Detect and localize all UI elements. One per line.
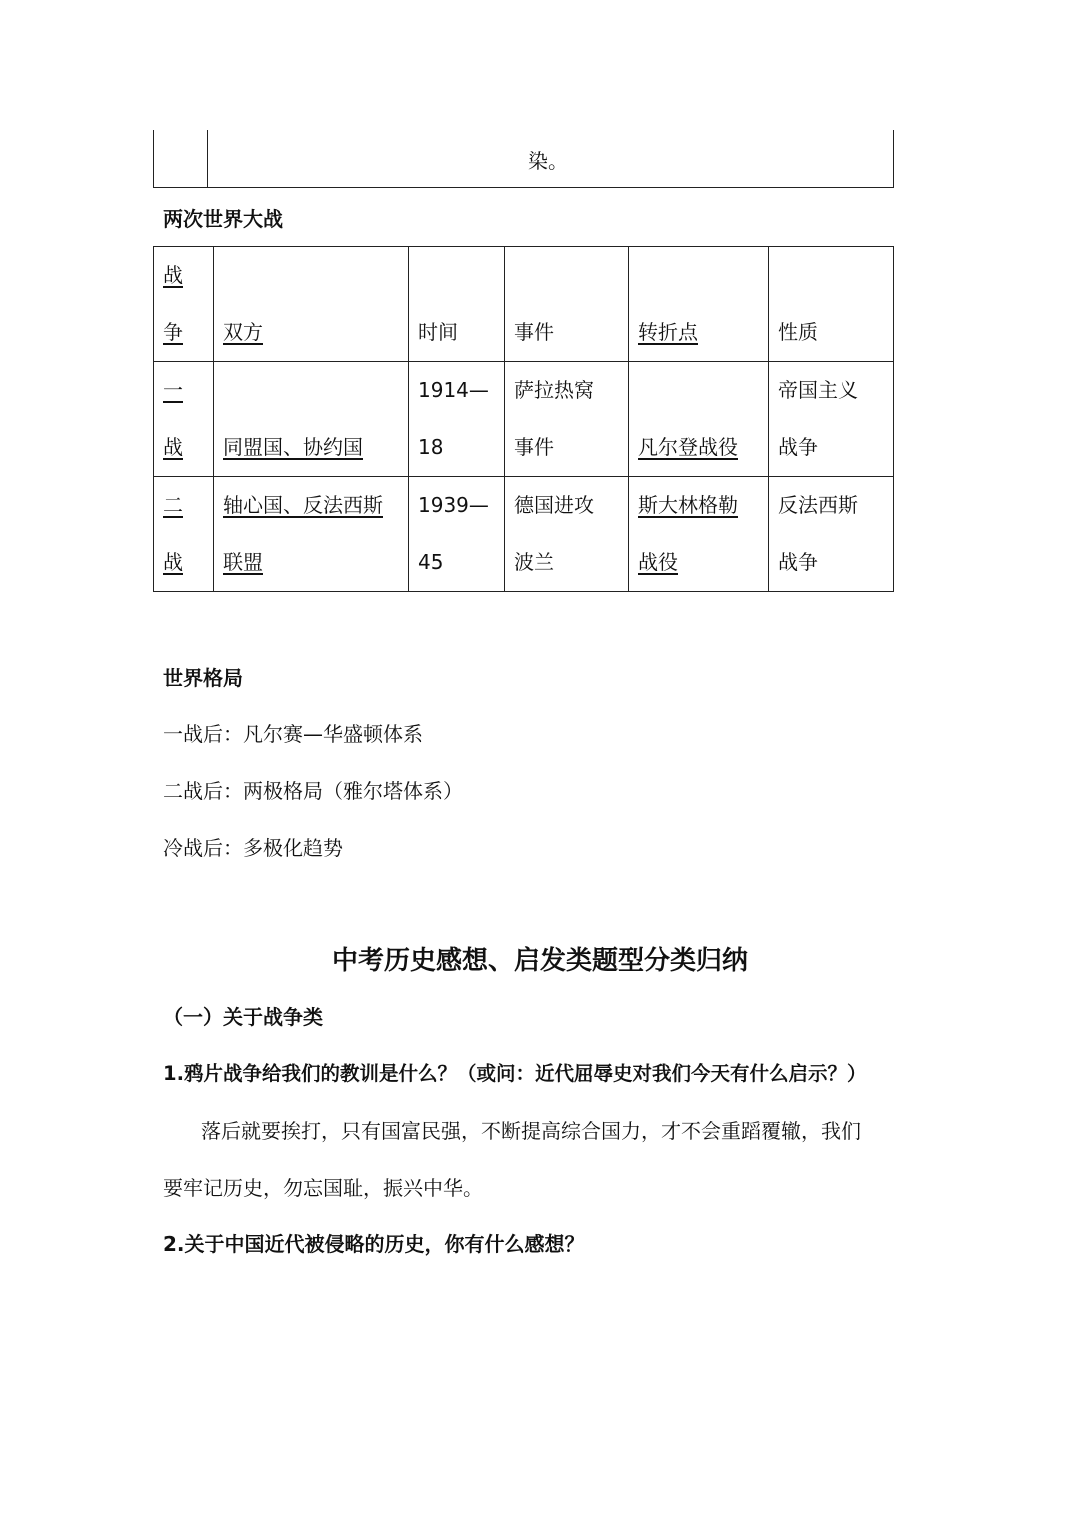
answer-1-line2: 要牢记历史，勿忘国耻，振兴中华。 [163,1176,483,1200]
header-time: 时间 [418,320,458,344]
cell-line [223,362,408,419]
world-wars-table [153,246,894,592]
header-event: 事件 [514,320,554,344]
cell-sides [214,362,409,477]
header-cell-time [409,247,505,362]
cell-line: 帝国主义 [778,378,858,402]
cell-turning-point [629,477,769,592]
cell-line: 反法西斯 [778,493,858,517]
cell-war [154,362,214,477]
cell-turning-point [629,362,769,477]
header-sides: 双方 [223,320,263,344]
cell-line: 18 [418,435,444,459]
cell-line: 联盟 [223,550,263,574]
header-turning-point: 转折点 [638,320,698,344]
cell-line [638,362,768,419]
world-pattern-item: 一战后：凡尔赛—华盛顿体系 [163,722,423,746]
cell-nature [769,477,894,592]
cell-line: 萨拉热窝 [514,378,594,402]
cell-line: 斯大林格勒 [638,493,738,517]
world-pattern-heading: 世界格局 [163,666,243,690]
cell-line: 凡尔登战役 [638,435,738,459]
cell-event [505,477,629,592]
header-war-line1: 战 [163,263,183,287]
section-heading: （一）关于战争类 [163,1005,323,1029]
table-header-row [154,247,894,362]
header-cell-sides [214,247,409,362]
header-cell-event [505,247,629,362]
cell-line: 战争 [778,435,818,459]
cell-line: 战争 [778,550,818,574]
header-nature: 性质 [778,320,818,344]
table-row [154,362,894,477]
cell-line: 德国进攻 [514,493,594,517]
cell-war [154,477,214,592]
header-war-line2: 争 [163,320,183,344]
cell-sides [214,477,409,592]
header-cell-nature [769,247,894,362]
cell-line: 轴心国、反法西斯 [223,493,383,517]
table-row [154,477,894,592]
cell-line: 二 [163,493,183,517]
world-pattern-item: 二战后：两极格局（雅尔塔体系） [163,779,463,803]
cell-line: 1939— [418,493,489,517]
cell-line: 战 [163,550,183,574]
cell-event [505,362,629,477]
world-pattern-item: 冷战后：多极化趋势 [163,836,343,860]
cell-line: 45 [418,550,444,574]
cell-line: 同盟国、协约国 [223,435,363,459]
header-cell-war [154,247,214,362]
table-fragment [153,130,894,188]
cell-time [409,362,505,477]
cell-line: 波兰 [514,550,554,574]
cell-line: 战役 [638,550,678,574]
cell-line: 战 [163,435,183,459]
cell-line: 一 [163,378,183,402]
answer-1-line1: 落后就要挨打，只有国富民强，不断提高综合国力，才不会重蹈覆辙，我们 [201,1119,861,1143]
cell-nature [769,362,894,477]
cell-line: 1914— [418,378,489,402]
cell-line: 事件 [514,435,554,459]
table-fragment-divider [207,130,208,188]
question-2: 2.关于中国近代被侵略的历史，你有什么感想？ [163,1232,585,1256]
header-cell-turning-point [629,247,769,362]
question-1: 1.鸦片战争给我们的教训是什么？（或问：近代屈辱史对我们今天有什么启示？） [163,1062,867,1085]
table-fragment-text: 染。 [528,149,568,173]
main-title: 中考历史感想、启发类题型分类归纳 [331,946,748,976]
cell-time [409,477,505,592]
wars-heading: 两次世界大战 [163,207,283,231]
